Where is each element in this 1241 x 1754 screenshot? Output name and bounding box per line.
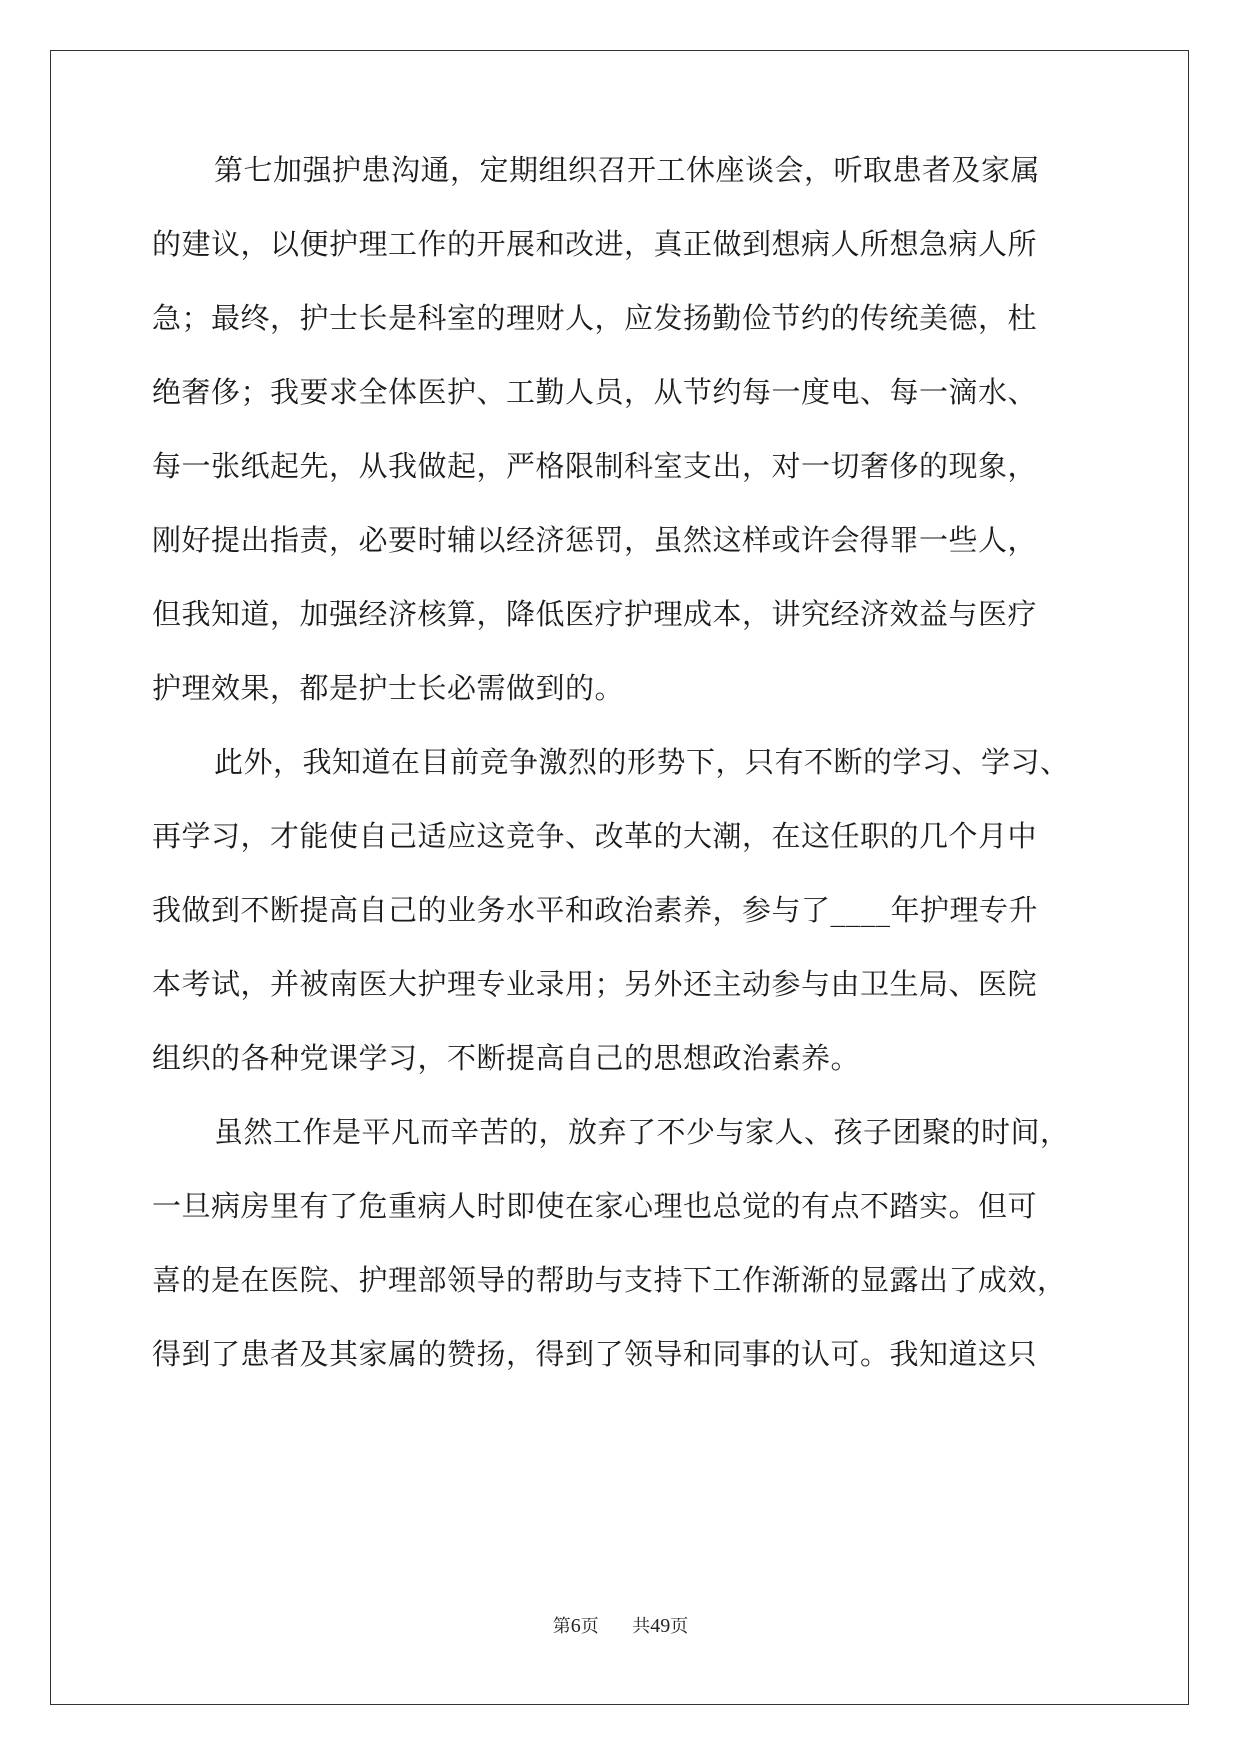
total-suffix: 页 (670, 1616, 689, 1637)
text-line: 护理效果，都是护士长必需做到的。 (152, 671, 625, 705)
text-line: 此外，我知道在目前竞争激烈的形势下，只有不断的学习、学习、 (214, 745, 1070, 779)
text-line: 但我知道，加强经济核算，降低医疗护理成本，讲究经济效益与医疗 (152, 597, 1038, 631)
text-line: 的建议，以便护理工作的开展和改进，真正做到想病人所想急病人所 (152, 227, 1038, 261)
text-line: 虽然工作是平凡而辛苦的，放弃了不少与家人、孩子团聚的时间， (214, 1115, 1070, 1149)
text-line: 一旦病房里有了危重病人时即使在家心理也总觉的有点不踏实。但可 (152, 1189, 1038, 1223)
total-pages-indicator (632, 1614, 688, 1639)
total-pages: 49 (650, 1615, 671, 1637)
page-footer (0, 1614, 1241, 1639)
text-line: 第七加强护患沟通，定期组织召开工休座谈会，听取患者及家属 (214, 153, 1041, 187)
page-suffix: 页 (580, 1616, 599, 1637)
page-prefix: 第 (552, 1616, 571, 1637)
page-indicator (553, 1614, 599, 1639)
page-number: 6 (570, 1615, 581, 1637)
text-line: 再学习，才能使自己适应这竞争、改革的大潮，在这任职的几个月中 (152, 819, 1038, 853)
text-line: 刚好提出指责，必要时辅以经济惩罚，虽然这样或许会得罪一些人， (152, 523, 1038, 557)
text-line: 我做到不断提高自己的业务水平和政治素养，参与了____年护理专升 (152, 893, 1039, 927)
text-line: 每一张纸起先，从我做起，严格限制科室支出，对一切奢侈的现象， (152, 449, 1038, 483)
text-line: 得到了患者及其家属的赞扬，得到了领导和同事的认可。我知道这只 (152, 1337, 1038, 1371)
text-line: 喜的是在医院、护理部领导的帮助与支持下工作渐渐的显露出了成效， (152, 1263, 1067, 1297)
text-line: 急；最终，护士长是科室的理财人，应发扬勤俭节约的传统美德，杜 (152, 301, 1038, 335)
text-line: 组织的各种党课学习，不断提高自己的思想政治素养。 (152, 1041, 861, 1075)
total-prefix: 共 (632, 1616, 651, 1637)
text-line: 本考试，并被南医大护理专业录用；另外还主动参与由卫生局、医院 (152, 967, 1038, 1001)
text-line: 绝奢侈；我要求全体医护、工勤人员，从节约每一度电、每一滴水、 (152, 375, 1038, 409)
